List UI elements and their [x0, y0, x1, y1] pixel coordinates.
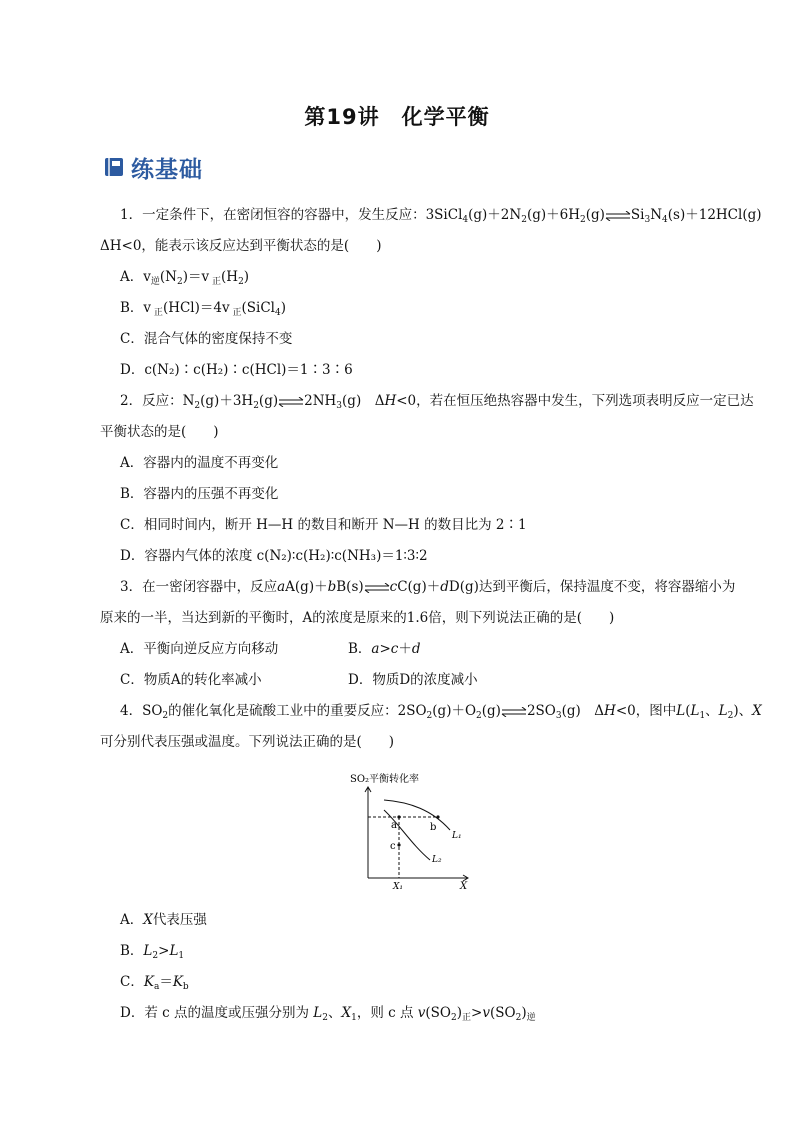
point-b [436, 815, 439, 818]
label-X: X [460, 881, 468, 890]
equilibrium-arrow-icon [278, 397, 304, 407]
q1-option-d[interactable]: D．c(N₂)∶c(H₂)∶c(HCl)＝1∶3∶6 [120, 362, 353, 378]
q4-option-a[interactable]: A．X代表压强 [120, 912, 207, 928]
q2-stem-line1: 2．反应：$N_2(g)+3H_2(g)$ $2NH_3(g)$ ΔH<0，若在恒压绝热容器中发生，下列选项表明反应一定已达 [120, 393, 754, 411]
conversion-figure [350, 770, 480, 890]
label-c: c [390, 841, 396, 852]
q4-option-c[interactable]: C．$K_a=K_b$ [120, 974, 189, 992]
q1-stem-line1: 1．一定条件下，在密闭恒容的容器中，发生反应：$3SiCl_4(g)+2N_2(g)+6H_2(g)$ $Si_3N_4(s)+12HCl(g)$ [120, 207, 762, 225]
y-axis-label: SO₂平衡转化率 [350, 774, 420, 785]
q2-option-a[interactable]: A．容器内的温度不再变化 [120, 455, 279, 471]
q4-option-d[interactable]: D．若 c 点的温度或压强分别为 $L_2$、$X_1$，则 c 点 $v(SO_2)_正>v(SO_2)_逆$ [120, 1005, 536, 1023]
q1-stem-line2: ΔH<0，能表示该反应达到平衡状态的是( ) [100, 238, 382, 254]
equilibrium-arrow-icon [364, 583, 390, 593]
equilibrium-arrow-icon [501, 707, 527, 717]
section-label: 练基础 [131, 156, 203, 183]
q4-option-b[interactable]: B．$L_2>L_1$ [120, 943, 185, 961]
q2-option-c[interactable]: C．相同时间内，断开 H—H 的数目和断开 N—H 的数目比为 2∶1 [120, 517, 527, 533]
label-X1: X₁ [393, 882, 404, 890]
page-title [0, 101, 794, 131]
q3-option-d[interactable]: D．物质D的浓度减小 [348, 672, 478, 688]
label-b: b [430, 822, 437, 833]
label-L2: L₂ [432, 855, 442, 865]
q2-option-b[interactable]: B．容器内的压强不再变化 [120, 486, 279, 502]
q1-option-b[interactable]: B．v $_正$(HCl)＝4v $_正$(SiCl$_4$) [120, 300, 286, 318]
label-L1: L₁ [452, 831, 462, 841]
q3-option-a[interactable]: A．平衡向逆反应方向移动 [120, 641, 279, 657]
q3-stem-line1: 3．在一密闭容器中，反应aA(g)＋bB(s) cC(g)＋dD(g)达到平衡后，保持温度不变，将容器缩小为 [120, 579, 736, 595]
lecture-topic: 化学平衡 [401, 105, 490, 129]
section-header [103, 150, 203, 184]
lecture-number: 第19讲 [304, 105, 380, 129]
point-c [397, 843, 400, 846]
q3-option-b[interactable]: B．a>c＋d [348, 641, 421, 657]
point-a [397, 815, 400, 818]
q2-stem-line2: 平衡状态的是( ) [100, 424, 219, 440]
q3-option-c[interactable]: C．物质A的转化率减小 [120, 672, 262, 688]
book-icon [103, 156, 125, 178]
q1-option-c[interactable]: C．混合气体的密度保持不变 [120, 331, 293, 347]
q2-option-d[interactable]: D．容器内气体的浓度 c(N₂)∶c(H₂)∶c(NH₃)＝1∶3∶2 [120, 548, 428, 564]
q3-stem-line2: 原来的一半，当达到新的平衡时，A的浓度是原来的1.6倍，则下列说法正确的是( ) [100, 610, 615, 626]
q1-option-a[interactable]: A．$v_逆(N_2)=v$ $_正(H_2)$ [120, 269, 250, 287]
label-a: a [391, 820, 397, 831]
q4-stem-line1: 4．$SO_2$的催化氧化是硫酸工业中的重要反应：$2SO_2(g)+O_2(g)$ $2SO_3(g)$ ΔH<0，图中$L(L_1$、$L_2$)、X [120, 703, 762, 721]
equilibrium-arrow-icon [605, 211, 631, 221]
q4-stem-line2: 可分别代表压强或温度。下列说法正确的是( ) [100, 734, 395, 750]
